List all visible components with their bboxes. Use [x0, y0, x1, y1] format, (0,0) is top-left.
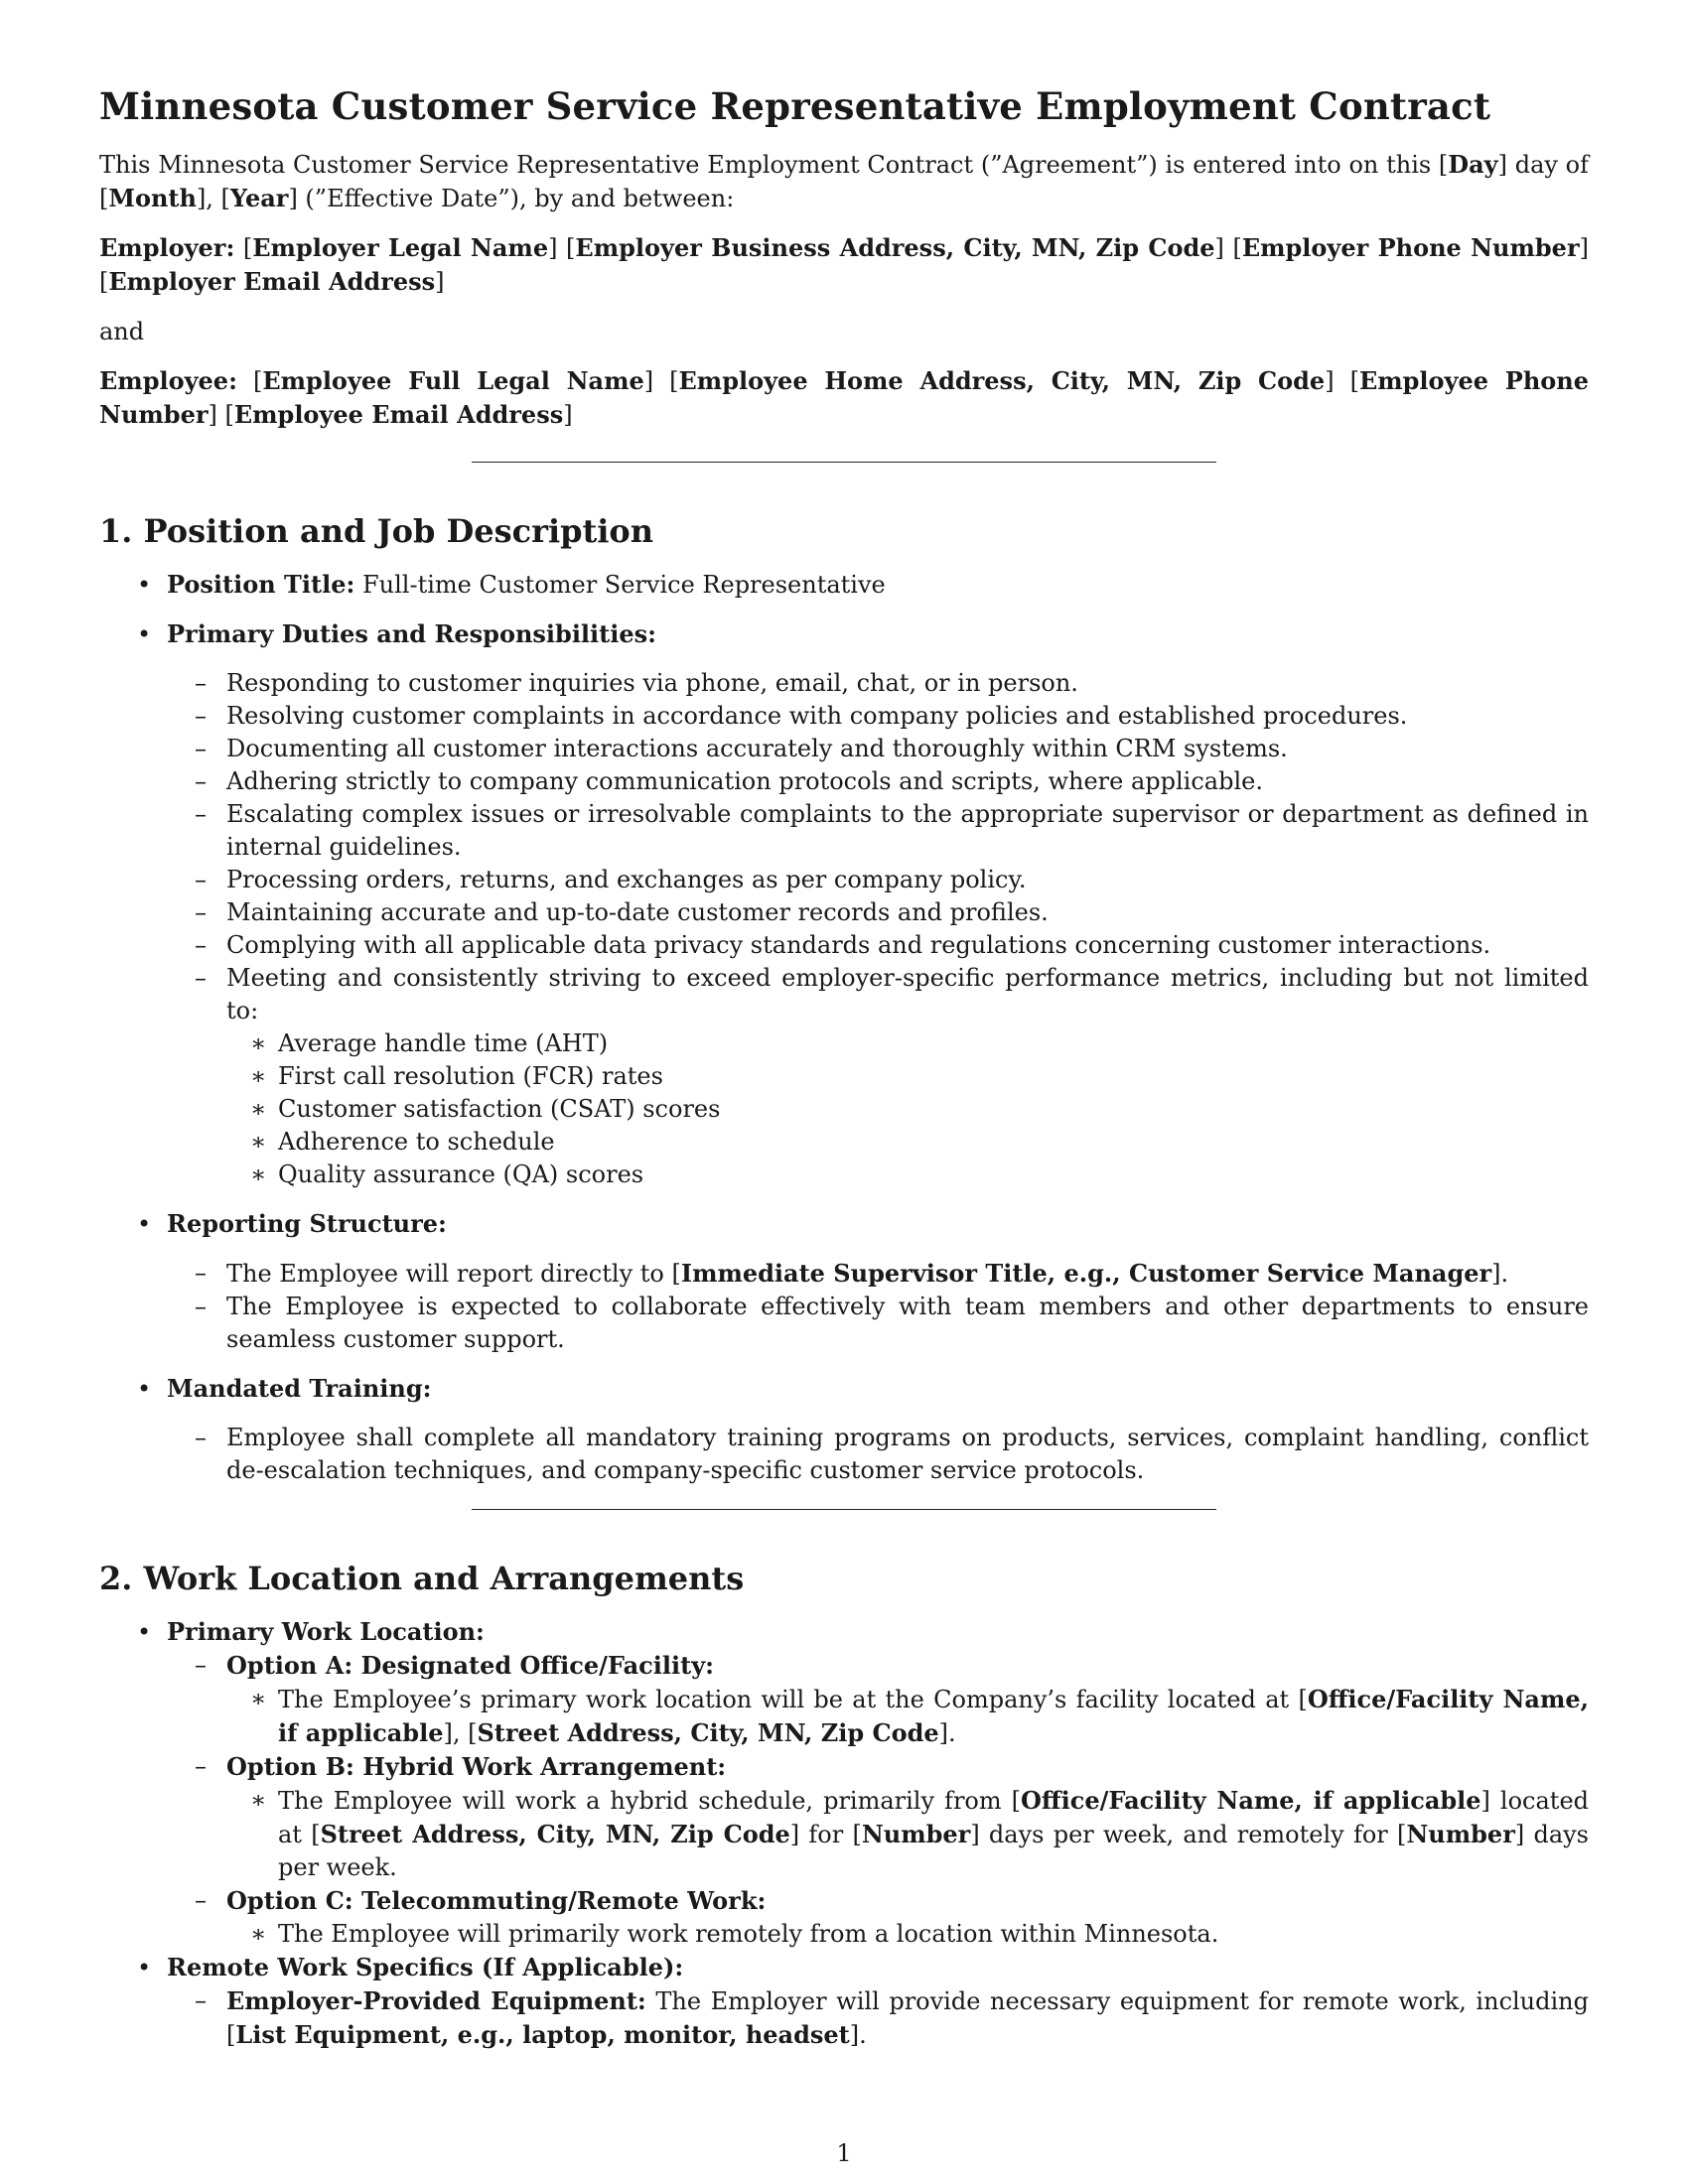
divider	[472, 462, 1216, 463]
reporting-item: • Reporting Structure: – The Employee will report directly to [Immediate Supervisor Title, e.g., Customer Service Manager]. – The Employee is expected to collaborate effectively with team members and other departments to ensure seamless customer support.	[99, 1207, 1589, 1356]
duty-item: – Resolving customer complaints in accordance with company policies and established procedures.	[167, 700, 1589, 733]
duty-item-metrics: – Meeting and consistently striving to exceed employer-specific performance metrics, including but not limited to: ∗ Average handle time (AHT) ∗ First call resolution (FCR) rates ∗ Customer satisfaction (CSAT) scores ∗ Adherence to schedule ∗ Quality assurance (QA) scores	[167, 962, 1589, 1191]
duty-item: – Processing orders, returns, and exchanges as per company policy.	[167, 864, 1589, 896]
section-2-heading: 2. Work Location and Arrangements	[99, 1560, 745, 1597]
remote-specifics-item: • Remote Work Specifics (If Applicable): – Employer-Provided Equipment: The Employer will provide necessary equipment for remote work, including [List Equipment, e.g., laptop, monitor, headset].	[99, 1951, 1589, 2052]
remote-specifics-list	[167, 1984, 1589, 2052]
page-number: 1	[836, 2139, 852, 2167]
reporting-line: – The Employee is expected to collaborate effectively with team members and other departments to ensure seamless customer support.	[167, 1291, 1589, 1356]
training-line: – Employee shall complete all mandatory training programs on products, services, complaint handling, conflict de-escalation techniques, and company-specific customer service protocols.	[167, 1422, 1589, 1487]
option-a-text: ∗ The Employee’s primary work location will be at the Company’s facility located at [Office/Facility Name, if applicable], [Street Address, City, MN, Zip Code].	[226, 1683, 1589, 1750]
reporting-list	[167, 1257, 1589, 1356]
equipment-line: – Employer-Provided Equipment: The Employer will provide necessary equipment for remote work, including [List Equipment, e.g., laptop, monitor, headset].	[167, 1984, 1589, 2052]
option-b: – Option B: Hybrid Work Arrangement: ∗ The Employee will work a hybrid schedule, primarily from [Office/Facility Name, if applicable] located at [Street Address, City, MN, Zip Code] for [Number] days per week, and remotely for [Number] days per week.	[167, 1750, 1589, 1884]
intro-paragraph: This Minnesota Customer Service Representative Employment Contract (”Agreement”) is entered into on this [Day] day of [Month], [Year] (”Effective Date”), by and between:	[99, 150, 1590, 212]
section-1-list	[99, 568, 1589, 1487]
employee-block: Employee: [Employee Full Legal Name] [Employee Home Address, City, MN, Zip Code] [Employee Phone Number] [Employee Email Address]	[99, 366, 1590, 429]
option-c: – Option C: Telecommuting/Remote Work: ∗ The Employee will primarily work remotely from a location within Minnesota.	[167, 1884, 1589, 1951]
metric-item: ∗ Customer satisfaction (CSAT) scores	[226, 1093, 1589, 1126]
metrics-list	[226, 1027, 1589, 1191]
section-1-heading: 1. Position and Job Description	[99, 512, 654, 550]
primary-location-item: • Primary Work Location: – Option A: Designated Office/Facility: ∗ The Employee’s primary work location will be at the Company’s facility located at [Office/Facility Name, if applicable], [Street Address, City, MN, Zip Code]. – Option B: Hybrid Work Arrangement: ∗ The Employee will work a hybrid schedule, primarily from [Office/Facility Name, if applicable] located at [Street Address, City, MN, Zip Code] for [Number] days per week, and remotely for [Number] days per week. – Option C: Telecommuting/Remote Work: ∗ The Employee will primarily work remotely from a location within Minnesota.	[99, 1615, 1589, 1951]
option-b-text: ∗ The Employee will work a hybrid schedule, primarily from [Office/Facility Name, if applicable] located at [Street Address, City, MN, Zip Code] for [Number] days per week, and remotely for [Number] days per week.	[226, 1784, 1589, 1884]
and-text: and	[99, 318, 145, 345]
option-c-text: ∗ The Employee will primarily work remotely from a location within Minnesota.	[226, 1918, 1589, 1951]
document-title: Minnesota Customer Service Representative Employment Contract	[99, 84, 1491, 128]
section-2-list	[99, 1615, 1589, 2052]
divider	[472, 1509, 1216, 1510]
duty-item: – Complying with all applicable data privacy standards and regulations concerning customer interactions.	[167, 929, 1589, 962]
document-page	[99, 84, 1589, 2052]
duty-item: – Responding to customer inquiries via phone, email, chat, or in person.	[167, 667, 1589, 700]
training-item: • Mandated Training: – Employee shall complete all mandatory training programs on products, services, complaint handling, conflict de-escalation techniques, and company-specific customer service protocols.	[99, 1372, 1589, 1487]
metric-item: ∗ Average handle time (AHT)	[226, 1027, 1589, 1060]
training-list	[167, 1422, 1589, 1487]
metric-item: ∗ First call resolution (FCR) rates	[226, 1060, 1589, 1093]
duty-item: – Adhering strictly to company communication protocols and scripts, where applicable.	[167, 765, 1589, 798]
metric-item: ∗ Quality assurance (QA) scores	[226, 1159, 1589, 1191]
duties-list	[167, 667, 1589, 1191]
employer-block: Employer: [Employer Legal Name] [Employer Business Address, City, MN, Zip Code] [Employer Phone Number] [Employer Email Address]	[99, 233, 1589, 296]
position-title-item: • Position Title: Full-time Customer Service Representative	[99, 568, 1589, 602]
duty-item: – Documenting all customer interactions accurately and thoroughly within CRM systems.	[167, 733, 1589, 765]
duty-item: – Maintaining accurate and up-to-date customer records and profiles.	[167, 896, 1589, 929]
metric-item: ∗ Adherence to schedule	[226, 1126, 1589, 1159]
location-options-list	[167, 1649, 1589, 1951]
duties-item: • Primary Duties and Responsibilities: – Responding to customer inquiries via phone, email, chat, or in person. – Resolving customer complaints in accordance with company policies and established procedures. – Documenting all customer interactions accurately and thoroughly within CRM systems. – Adhering strictly to company communication protocols and scripts, where applicable. – Escalating complex issues or irresolvable complaints to the appropriate supervisor or department as defined in internal guidelines. – Processing orders, returns, and exchanges as per company policy. – Maintaining accurate and up-to-date customer records and profiles. – Complying with all applicable data privacy standards and regulations concerning customer interactions. – Meeting and consistently striving to exceed employer-specific performance metrics, including but not limited to: ∗ Average handle time (AHT) ∗ First call resolution (FCR) rates ∗ Customer satisfaction (CSAT) scores ∗ Adherence to schedule ∗ Quality assurance (QA) scores	[99, 617, 1589, 1191]
option-a: – Option A: Designated Office/Facility: ∗ The Employee’s primary work location will be at the Company’s facility located at [Office/Facility Name, if applicable], [Street Address, City, MN, Zip Code].	[167, 1649, 1589, 1750]
duty-item: – Escalating complex issues or irresolvable complaints to the appropriate supervisor or department as defined in internal guidelines.	[167, 798, 1589, 864]
reporting-line: – The Employee will report directly to [Immediate Supervisor Title, e.g., Customer Service Manager].	[167, 1257, 1589, 1291]
